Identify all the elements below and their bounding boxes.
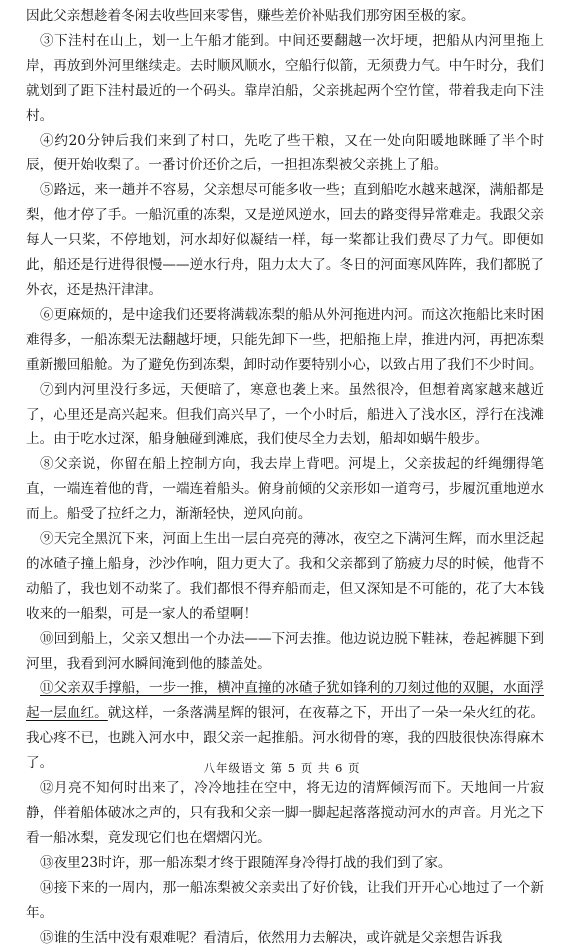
paragraph-5: ⑤路远，来一趟并不容易，父亲想尽可能多收一些；直到船吃水越来越深，满船都是梨，他才停了手。一船沉重的冻梨，又是逆风逆水，回去的路变得异常难走。我跟父亲每人一只桨，不停地划，河水却好似凝结一样，每一桨都让我们费尽了力气。即便如此，船还是行进得很慢——逆水行舟，阻力太大了。冬日的河面寒风阵阵，我们都脱了外衣，还是热汗津津。 <box>26 182 544 298</box>
paragraph-11-rest: 就这样，一条落满星辉的银河，在夜幕之下，开出了一朵一朵火红的花。我心疼不已，也跳入河水中，跟父亲一起推船。河水彻骨的寒，我的四肢很快冻得麻木了。 <box>26 705 544 772</box>
paragraph-continuation: 因此父亲想趁着冬闲去收些回来零售，赚些差价补贴我们那穷困至极的家。 <box>26 8 475 24</box>
paragraph-15: ⑮谁的生活中没有艰难呢？看清后，依然用力去解决，或许就是父亲想告诉我 <box>40 929 503 946</box>
paragraph-10: ⑩回到船上，父亲又想出一个办法——下河去推。他边说边脱下鞋袜，卷起裤腿下到河里，我看到河水瞬间淹到他的膝盖处。 <box>26 630 544 672</box>
paragraph-8: ⑧父亲说，你留在船上控制方向，我去岸上背吧。河堤上，父亲拔起的纤绳绷得笔直，一端连着他的背，一端连着船头。俯身前倾的父亲形如一道弯弓，步履沉重地逆水而上。船受了拉纤之力，渐渐轻快，逆风向前。 <box>26 456 544 523</box>
article-body <box>26 4 544 950</box>
paragraph-12: ⑫月亮不知何时出来了，冷冷地挂在空中，将无边的清辉倾泻而下。天地间一片寂静，伴着船体破冰之声的，只有我和父亲一脚一脚起起落落搅动河水的声音。月光之下看一船冰梨，竟发现它们也在熠熠闪光。 <box>26 780 544 846</box>
paragraph-4: ④约20分钟后我们来到了村口，先吃了些干粮，又在一处向阳暖地眯睡了半个时辰，便开始收梨了。一番讨价还价之后，一担担冻梨被父亲挑上了船。 <box>26 132 544 174</box>
paragraph-9: ⑨天完全黑沉下来，河面上生出一层白亮亮的薄冰，夜空之下满河生辉，而水里泛起的冰碴子撞上船身，沙沙作响，阻力更大了。我和父亲都到了筋疲力尽的时候，他背不动船了，我也划不动桨了。我们都恨不得弃船而走，但又深知是不可能的，花了大本钱收来的一船梨，可是一家人的希望啊！ <box>26 531 544 622</box>
paragraph-7: ⑦到内河里没行多远，天便暗了，寒意也袭上来。虽然很冷，但想着离家越来越近了，心里还是高兴起来。但我们高兴早了，一个小时后，船进入了浅水区，浮行在浅滩上。由于吃水过深，船身触碰到滩底，我们使尽全力去划，船却如蜗牛般步。 <box>26 381 544 448</box>
page-footer: 八年级语文 第 5 页 共 6 页 <box>203 761 361 775</box>
paragraph-13: ⑬夜里23时许，那一船冻梨才终于跟随浑身冷得打战的我们到了家。 <box>40 854 452 871</box>
underlined-sentence: ⑪父亲双手撑船，一步一推，横冲直撞的冰碴子犹如锋利的刀刻过他的双腿，水面浮起一层血红。 <box>26 680 544 722</box>
paragraph-6: ⑥更麻烦的，是中途我们还要将满载冻梨的船从外河拖进内河。而这次拖船比来时困难得多，一船冻梨无法翻越圩埂，只能先卸下一些，把船拖上岸，推进内河，再把冻梨重新搬回船舱。为了避免伤到冻梨，卸时动作要特别小心，以致占用了我们不少时间。 <box>26 306 544 373</box>
paragraph-14: ⑭接下来的一周内，那一船冻梨被父亲卖出了好价钱，让我们开开心心地过了一个新年。 <box>26 879 544 921</box>
paragraph-3: ③下洼村在山上，划一上午船才能到。中间还要翻越一次圩埂，把船从内河里拖上岸，再放到外河里继续走。去时顺风顺水，空船行似箭，无须费力气。中午时分，我们就划到了距下洼村最近的一个码头。靠岸泊船，父亲挑起两个空竹筐，带着我走向下洼村。 <box>26 32 544 124</box>
